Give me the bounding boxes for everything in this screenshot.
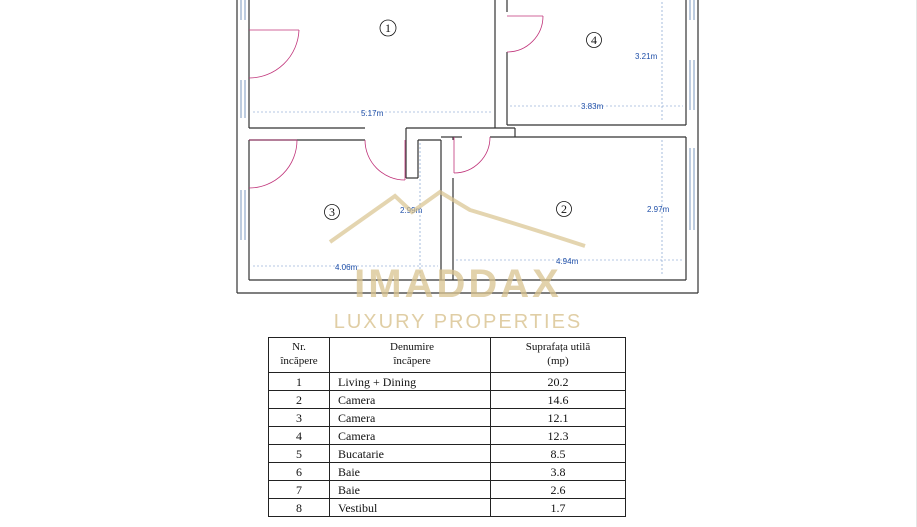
room-number: 1 [385, 21, 391, 35]
dimension-label: 2.99m [400, 206, 423, 215]
cell-nr: 3 [269, 409, 330, 427]
header-nr-line2: încăpere [280, 355, 318, 367]
dimension-label: 4.06m [335, 263, 358, 272]
rooms-table [268, 337, 626, 517]
table-row [269, 463, 626, 481]
table-row [269, 445, 626, 463]
cell-area: 14.6 [491, 391, 626, 409]
cell-area: 12.1 [491, 409, 626, 427]
windows [241, 0, 694, 240]
cell-name: Living + Dining [330, 373, 491, 391]
table-row [269, 481, 626, 499]
header-nr [269, 338, 330, 373]
dimension-labels [335, 52, 670, 272]
cell-nr: 4 [269, 427, 330, 445]
walls [237, 0, 698, 293]
cell-name: Camera [330, 427, 491, 445]
cell-name: Vestibul [330, 499, 491, 517]
watermark-brand: IMADDAX [354, 262, 562, 300]
room-number: 3 [329, 205, 335, 219]
dimension-label: 3.83m [581, 102, 604, 111]
room-number: 2 [561, 202, 567, 216]
watermark [330, 192, 585, 300]
watermark-tagline: LUXURY PROPERTIES [333, 311, 583, 333]
dimension-label: 4.94m [556, 257, 579, 266]
cell-name: Bucatarie [330, 445, 491, 463]
dimension-label: 3.21m [635, 52, 658, 61]
header-name [330, 338, 491, 373]
cell-area: 12.3 [491, 427, 626, 445]
cell-area: 20.2 [491, 373, 626, 391]
dimension-label: 5.17m [361, 109, 384, 118]
cell-name: Baie [330, 481, 491, 499]
header-area-line2: (mp) [547, 355, 569, 367]
table-header-row [269, 338, 626, 373]
header-name-line2: încăpere [393, 355, 431, 367]
cell-nr: 2 [269, 391, 330, 409]
cell-nr: 8 [269, 499, 330, 517]
cell-nr: 5 [269, 445, 330, 463]
cell-nr: 6 [269, 463, 330, 481]
table-row [269, 427, 626, 445]
room-number: 4 [591, 33, 597, 47]
cell-nr: 7 [269, 481, 330, 499]
doors [249, 16, 543, 188]
cell-name: Baie [330, 463, 491, 481]
cell-name: Camera [330, 409, 491, 427]
table-row [269, 499, 626, 517]
mountain-logo-icon [330, 192, 585, 246]
dimension-label: 2.97m [647, 205, 670, 214]
cell-name: Camera [330, 391, 491, 409]
cell-area: 3.8 [491, 463, 626, 481]
dimension-lines [253, 2, 683, 276]
header-area [491, 338, 626, 373]
cell-area: 1.7 [491, 499, 626, 517]
table-row [269, 373, 626, 391]
table-row [269, 409, 626, 427]
cell-area: 2.6 [491, 481, 626, 499]
header-nr-line1: Nr. [292, 341, 306, 353]
room-markers [325, 20, 602, 220]
cell-area: 8.5 [491, 445, 626, 463]
table-row [269, 391, 626, 409]
header-area-line1: Suprafața utilă [525, 341, 591, 353]
cell-nr: 1 [269, 373, 330, 391]
header-name-line1: Denumire [390, 341, 434, 353]
